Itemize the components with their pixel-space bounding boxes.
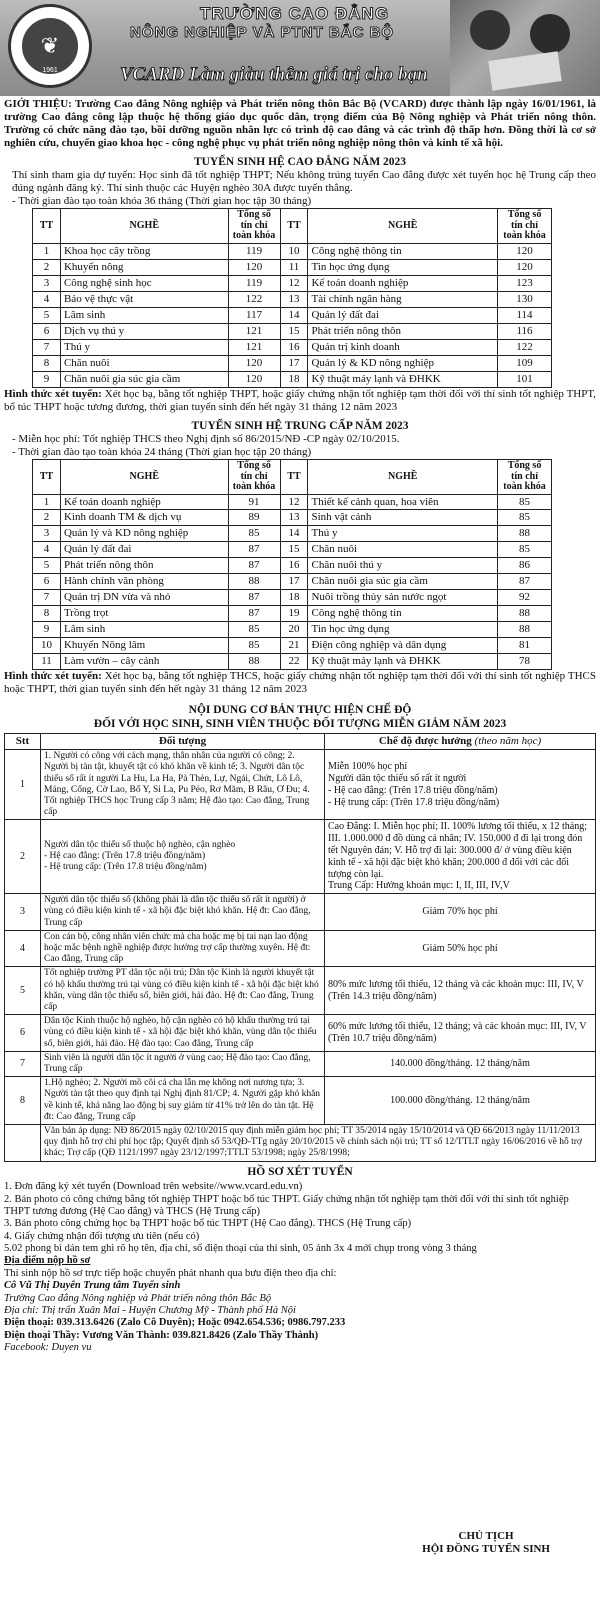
cell-tt: 18 <box>280 371 308 387</box>
cell-tt: 22 <box>280 654 308 670</box>
table-row <box>33 622 552 638</box>
cell-major: Kế toán doanh nghiệp <box>60 494 228 510</box>
cell-stt: 4 <box>5 930 41 967</box>
contact-line: Trường Cao đẳng Nông nghiệp và Phát triển nông thôn Bắc Bộ <box>4 1292 272 1304</box>
docs-item: 3. Bản photo công chứng học bạ THPT hoặc bổ túc THPT (Hệ Cao đẳng). THCS (Hệ Trung cấp) <box>4 1218 412 1230</box>
table-row <box>33 558 552 574</box>
col-credits: Tổng số tín chỉ toàn khóa <box>498 209 552 244</box>
cell-tt: 6 <box>33 323 61 339</box>
cell-major: Tin học ứng dụng <box>308 259 498 275</box>
cell-credits: 117 <box>228 307 280 323</box>
regime-title-1: NỘI DUNG CƠ BẢN THỰC HIỆN CHẾ ĐỘ <box>188 704 412 717</box>
cell-stt: 2 <box>5 820 41 894</box>
cell-tt: 11 <box>33 654 61 670</box>
cell-tt: 4 <box>33 291 61 307</box>
cell-credits: 121 <box>228 323 280 339</box>
regime-row <box>5 750 596 820</box>
contact-lines <box>4 1268 596 1355</box>
cell-major: Làm vườn – cây cảnh <box>60 654 228 670</box>
cell-tt: 8 <box>33 606 61 622</box>
table-row <box>33 355 552 371</box>
cell-tt: 1 <box>33 494 61 510</box>
cell-tt: 10 <box>33 638 61 654</box>
method-text: Xét học bạ, bằng tốt nghiệp THPT, hoặc giấy chứng nhận tốt nghiệp tạm thời đối với thí sinh tốt nghiệp THPT, bổ túc THPT hoặc tương đương, thời gian tuyển sinh đến hết ngày 31 tháng 12 năm 2023 <box>4 387 596 413</box>
cell-tt: 17 <box>280 355 308 371</box>
table-header-row <box>33 209 552 244</box>
intermediate-title: TUYỂN SINH HỆ TRUNG CẤP NĂM 2023 <box>191 419 409 432</box>
cell-stt: 3 <box>5 894 41 931</box>
cell-tt: 12 <box>280 494 308 510</box>
cell-tt: 15 <box>280 323 308 339</box>
table-row <box>33 259 552 275</box>
college-duration: - Thời gian đào tạo toàn khóa 36 tháng (Thời gian học tập 30 tháng) <box>12 195 312 208</box>
cell-major: Kế toán doanh nghiệp <box>308 275 498 291</box>
cell-major: Khoa học cây trồng <box>60 243 228 259</box>
cell-benefit: Cao Đẳng: I. Miễn học phí; II. 100% lương tối thiểu, x 12 tháng; III. 1.000.000 đ đồ dùng cá nhân; IV. 150.000 đ đi lại trong đón tết Nguyên đán; V. Hỗ trợ đi lại: 300.000 đ/ ở vùng điều kiện kinh tế - xã hội đặc biệt khó khăn; 200.000 đ đối với các đối tượng còn lại. Trung Cấp: Hưởng khoản mục: I, II, III, IV,V <box>325 820 596 894</box>
benefit-header: Chế độ được hưởng <box>378 735 472 748</box>
cell-tt: 4 <box>33 542 61 558</box>
cell-tt: 16 <box>280 339 308 355</box>
cell-major: Kỹ thuật máy lạnh và ĐHKK <box>308 371 498 387</box>
regime-row <box>5 894 596 931</box>
cell-tt: 1 <box>33 243 61 259</box>
cell-credits: 78 <box>498 654 552 670</box>
cell-credits: 88 <box>498 606 552 622</box>
cell-major: Quản lý đất đai <box>308 307 498 323</box>
cell-credits: 87 <box>228 558 280 574</box>
cell-tt: 13 <box>280 291 308 307</box>
cell-major: Trồng trọt <box>60 606 228 622</box>
intermediate-method <box>4 670 596 696</box>
cell-credits: 101 <box>498 371 552 387</box>
regime-title-2: ĐỐI VỚI HỌC SINH, SINH VIÊN THUỘC ĐỐI TƯỢNG MIỄN GIẢM NĂM 2023 <box>93 717 507 730</box>
cell-tt: 18 <box>280 590 308 606</box>
col-benefit <box>325 734 596 750</box>
intermediate-majors-table <box>32 459 552 670</box>
cell-tt: 11 <box>280 259 308 275</box>
table-row <box>33 371 552 387</box>
cell-tt: 2 <box>33 259 61 275</box>
docs-item: 2. Bản photo có công chứng bằng tốt nghiệp THPT hoặc bổ túc THPT. Giấy chứng nhận tốt nghiệp tạm thời đối với thí sinh tốt nghiệp THPT tương đương (Hệ Cao đẳng) và THCS (Hệ Trung cấp) <box>4 1193 569 1217</box>
cell-tt: 10 <box>280 243 308 259</box>
table-row <box>33 307 552 323</box>
cell-credits: 120 <box>228 371 280 387</box>
banner-slogan: VCARD Làm giàu thêm giá trị cho bạn <box>120 64 428 85</box>
table-row <box>33 510 552 526</box>
cell-major: Thú y <box>308 526 498 542</box>
cell-benefit: 140.000 đồng/tháng. 12 tháng/năm <box>325 1051 596 1076</box>
cell-benefit: 100.000 đồng/tháng. 12 tháng/năm <box>325 1077 596 1125</box>
cell-credits: 88 <box>228 574 280 590</box>
cell-credits: 120 <box>228 259 280 275</box>
contact-line: Địa chỉ: Thị trấn Xuân Mai - Huyện Chương Mỹ - Thành phố Hà Nội <box>4 1304 296 1316</box>
cell-tt: 15 <box>280 542 308 558</box>
cell-credits: 122 <box>228 291 280 307</box>
cell-credits: 85 <box>228 622 280 638</box>
cell-major: Bảo vệ thực vật <box>60 291 228 307</box>
cell-major: Phát triển nông thôn <box>308 323 498 339</box>
col-tt: TT <box>33 460 61 495</box>
signature-council: HỘI ĐỒNG TUYỂN SINH <box>422 1543 550 1556</box>
cell-object: Người dân tộc thiểu số thuộc hộ nghèo, cận nghèo - Hệ cao đẳng: (Trên 17.8 triệu đồng/năm) - Hệ trung cấp: (Trên 17.8 triệu đồng/năm) <box>41 820 325 894</box>
cell-credits: 121 <box>228 339 280 355</box>
regime-row <box>5 967 596 1015</box>
table-row <box>33 494 552 510</box>
cell-major: Hành chính văn phòng <box>60 574 228 590</box>
students-photo <box>450 0 600 96</box>
cell-credits: 85 <box>498 494 552 510</box>
cell-credits: 123 <box>498 275 552 291</box>
docs-item: 4. Giấy chứng nhận đối tượng ưu tiên (nếu có) <box>4 1230 200 1242</box>
table-row <box>33 339 552 355</box>
cell-credits: 87 <box>228 542 280 558</box>
cell-object: Người dân tộc thiểu số (không phải là dân tộc thiểu số rất ít người) ở vùng có điều kiện kinh tế - xã hội đặc biệt khó khăn. Hệ đt: Cao đẳng, Trung cấp <box>41 894 325 931</box>
regime-row <box>5 1077 596 1125</box>
col-credits: Tổng số tín chỉ toàn khóa <box>228 209 280 244</box>
cell-major: Lâm sinh <box>60 307 228 323</box>
college-title: TUYỂN SINH HỆ CAO ĐẲNG NĂM 2023 <box>193 155 407 168</box>
cell-major: Chăn nuôi <box>60 355 228 371</box>
cell-credits: 85 <box>228 638 280 654</box>
cell-credits: 92 <box>498 590 552 606</box>
cell-tt: 21 <box>280 638 308 654</box>
col-object: Đối tượng <box>41 734 325 750</box>
cell-object: Sinh viên là người dân tộc ít người ở vùng cao; Hệ đào tạo: Cao đẳng, Trung cấp <box>41 1051 325 1076</box>
cell-tt: 7 <box>33 339 61 355</box>
cell-credits: 85 <box>228 526 280 542</box>
cell-object: 1. Người có công với cách mạng, thân nhân của người có công; 2. Người bị tàn tật, khuyết tật có khó khăn về kinh tế; 3. Người dân tộc thiểu số rất ít người La Hu, La Ha, Pà Thẻn, Lự, Ngái, Chứt, Lô Lô, Mảng, Cống, Cờ Lao, Bố Y, Si La, Pu Péo, Rơ Măm, B Râu, Ơ Đu; 4. Tốt nghiệp THCS học Trung cấp 3 năm; Hệ đào tạo: Cao đẳng, Trung cấp <box>41 750 325 820</box>
cell-tt: 13 <box>280 510 308 526</box>
table-row <box>33 526 552 542</box>
college-method <box>4 388 596 414</box>
cell-tt: 7 <box>33 590 61 606</box>
cell-credits: 114 <box>498 307 552 323</box>
cell-major: Nuôi trồng thủy sản nước ngọt <box>308 590 498 606</box>
cell-tt: 19 <box>280 606 308 622</box>
cell-benefit: 80% mức lương tối thiểu, 12 tháng và các khoản mục: III, IV, V (Trên 14.3 triệu đồng/năm) <box>325 967 596 1015</box>
banner-title-line2: NÔNG NGHIỆP VÀ PTNT BẮC BỘ <box>130 24 395 41</box>
benefit-header-note: (theo năm học) <box>474 735 542 748</box>
table-row <box>33 654 552 670</box>
legal-row <box>5 1125 596 1162</box>
cell-stt: 8 <box>5 1077 41 1125</box>
regime-table <box>4 733 596 1161</box>
book-image <box>488 51 561 90</box>
cell-major: Sinh vật cảnh <box>308 510 498 526</box>
cell-major: Quản trị DN vừa và nhỏ <box>60 590 228 606</box>
cell-tt: 5 <box>33 307 61 323</box>
regime-row <box>5 820 596 894</box>
cell-tt: 3 <box>33 275 61 291</box>
cell-benefit: Giảm 70% học phí <box>325 894 596 931</box>
cell-credits: 87 <box>498 574 552 590</box>
table-row <box>33 243 552 259</box>
cell-stt: 5 <box>5 967 41 1015</box>
cell-credits: 88 <box>228 654 280 670</box>
cell-major: Thú y <box>60 339 228 355</box>
cell-credits: 122 <box>498 339 552 355</box>
contact-line: Thí sinh nộp hồ sơ trực tiếp hoặc chuyển phát nhanh qua bưu điện theo địa chỉ: <box>4 1267 337 1279</box>
cell-major: Công nghệ sinh học <box>60 275 228 291</box>
cell-credits: 119 <box>228 243 280 259</box>
cell-major: Khuyến nông <box>60 259 228 275</box>
cell-credits: 120 <box>228 355 280 371</box>
cell-major: Điện công nghiệp và dân dụng <box>308 638 498 654</box>
logo-year: 1961 <box>42 66 58 74</box>
cell-tt: 2 <box>33 510 61 526</box>
cell-credits: 119 <box>228 275 280 291</box>
header-banner <box>0 0 600 96</box>
table-row <box>33 542 552 558</box>
col-major: NGHỀ <box>308 209 498 244</box>
cell-credits: 116 <box>498 323 552 339</box>
cell-credits: 87 <box>228 590 280 606</box>
cell-major: Chăn nuôi <box>308 542 498 558</box>
intro-text: Trường Cao đẳng Nông nghiệp và Phát triển nông thôn Bắc Bộ (VCARD) được thành lập ngày 16/01/1961, là trường Cao đẳng công lập thuộc hệ thống giáo dục quốc dân, trọng điểm của Bộ Nông nghiệp và Phát triển nông thôn. Trường có chức năng đào tạo, bồi dưỡng nguồn nhân lực có trình độ cao đẳng và các trình độ thấp hơn. Đồng thời là cơ sở nghiên cứu, chuyển giao khoa học - công nghệ phục vụ phát triển nông nghiệp nông thôn và kinh tế xã hội. <box>4 98 596 149</box>
cell-tt: 14 <box>280 307 308 323</box>
table-row <box>33 323 552 339</box>
cell-credits: 87 <box>228 606 280 622</box>
cell-object: Tốt nghiệp trường PT dân tộc nội trú; Dân tộc Kinh là người khuyết tật có hộ khẩu thường trú tại vùng có điều kiện kinh tế - xã hội đặc biệt khó khăn, vùng dân tộc thiểu số, biên giới, hải đảo. Hệ đt: Cao đẳng, Trung cấp <box>41 967 325 1015</box>
cell-tt: 20 <box>280 622 308 638</box>
cell-major: Quản lý và KD nông nghiệp <box>60 526 228 542</box>
table-row <box>33 291 552 307</box>
cell-credits: 86 <box>498 558 552 574</box>
school-logo <box>8 4 92 88</box>
col-credits: Tổng số tín chỉ toàn khóa <box>228 460 280 495</box>
place-label: Địa điểm nộp hồ sơ <box>4 1255 91 1267</box>
contact-line: Điện thoại: 039.313.6426 (Zalo Cô Duyên); Hoặc 0942.654.536; 0986.797.233 <box>4 1317 346 1329</box>
col-tt: TT <box>33 209 61 244</box>
signature-title: CHỦ TỊCH <box>458 1530 514 1542</box>
student-head-1 <box>470 10 510 50</box>
contact-block <box>4 1255 596 1354</box>
cell-tt: 9 <box>33 371 61 387</box>
signature-block <box>422 1530 550 1556</box>
cell-credits: 85 <box>498 542 552 558</box>
col-major: NGHỀ <box>60 460 228 495</box>
student-head-2 <box>530 14 570 54</box>
method-label: Hình thức xét tuyển: <box>4 387 102 400</box>
table-row <box>33 275 552 291</box>
leaf-icon: ❦ <box>20 16 80 76</box>
cell-major: Kỹ thuật máy lạnh và ĐHKK <box>308 654 498 670</box>
contact-line: Cô Vũ Thị Duyên Trung tâm Tuyển sinh <box>4 1280 181 1292</box>
cell-major: Kinh doanh TM & dịch vụ <box>60 510 228 526</box>
table-row <box>33 590 552 606</box>
cell-major: Quản lý & KD nông nghiệp <box>308 355 498 371</box>
contact-line: Điện thoại Thầy: Vương Văn Thành: 039.821.8426 (Zalo Thầy Thành) <box>4 1329 319 1341</box>
cell-tt: 12 <box>280 275 308 291</box>
cell-credits: 88 <box>498 526 552 542</box>
docs-item: 1. Đơn đăng ký xét tuyển (Download trên website//www.vcard.edu.vn) <box>4 1181 303 1193</box>
cell-credits: 91 <box>228 494 280 510</box>
banner-title-line1: TRƯỜNG CAO ĐẲNG <box>200 4 390 23</box>
regime-row <box>5 1015 596 1052</box>
cell-stt: 7 <box>5 1051 41 1076</box>
cell-major: Lâm sinh <box>60 622 228 638</box>
col-major: NGHỀ <box>308 460 498 495</box>
cell-credits: 88 <box>498 622 552 638</box>
col-stt: Stt <box>5 734 41 750</box>
cell-tt: 17 <box>280 574 308 590</box>
legal-empty-cell <box>5 1125 41 1162</box>
intermediate-duration: - Thời gian đào tạo toàn khóa 24 tháng (Thời gian học tập 20 tháng) <box>12 446 312 459</box>
docs-title: HỒ SƠ XÉT TUYỂN <box>247 1165 353 1178</box>
cell-tt: 14 <box>280 526 308 542</box>
table-row <box>33 638 552 654</box>
method-label: Hình thức xét tuyển: <box>4 670 102 683</box>
cell-major: Phát triển nông thôn <box>60 558 228 574</box>
cell-major: Chăn nuôi gia súc gia cầm <box>60 371 228 387</box>
cell-tt: 16 <box>280 558 308 574</box>
table-header-row <box>33 460 552 495</box>
cell-major: Tài chính ngân hàng <box>308 291 498 307</box>
cell-tt: 6 <box>33 574 61 590</box>
col-credits: Tổng số tín chỉ toàn khóa <box>498 460 552 495</box>
cell-credits: 109 <box>498 355 552 371</box>
cell-major: Chăn nuôi gia súc gia cầm <box>308 574 498 590</box>
cell-credits: 130 <box>498 291 552 307</box>
college-description: Thí sinh tham gia dự tuyển: Học sinh đã tốt nghiệp THPT; Nếu không trúng tuyển Cao đẳng được xét tuyển học hệ Trung cấp theo đúng ngành đăng ký. Thí sinh thuộc các Huyện nghèo 30A được tuyển thẳng. <box>12 169 596 195</box>
cell-major: Tin học ứng dụng <box>308 622 498 638</box>
cell-credits: 120 <box>498 259 552 275</box>
cell-credits: 120 <box>498 243 552 259</box>
docs-item: 5.02 phong bì dán tem ghi rõ họ tên, địa chỉ, số điện thoại của thí sinh, 05 ảnh 3x 4 mới chụp trong vòng 3 tháng <box>4 1243 477 1255</box>
cell-object: 1.Hộ nghèo; 2. Người mồ côi cả cha lẫn mẹ không nơi nương tựa; 3. Người tàn tật theo quy định tại Nghị định 81/CP; 4. Người gặp khó khăn về kinh tế, khả năng lao động bị suy giảm từ 41% trở lên do tàn tật. Hệ đt: Cao đẳng, Trung cấp <box>41 1077 325 1125</box>
cell-credits: 89 <box>228 510 280 526</box>
cell-tt: 5 <box>33 558 61 574</box>
cell-benefit: Miễn 100% học phí Người dân tộc thiểu số rất ít người - Hệ cao đẳng: (Trên 17.8 triệu đồng/năm) - Hệ trung cấp: (Trên 17.8 triệu đồng/năm) <box>325 750 596 820</box>
docs-list <box>4 1181 596 1255</box>
cell-major: Công nghệ thông tin <box>308 606 498 622</box>
cell-major: Khuyến Nông lâm <box>60 638 228 654</box>
regime-row <box>5 1051 596 1076</box>
intro-paragraph <box>4 98 596 150</box>
contact-line: Facebook: Duyen vu <box>4 1342 92 1354</box>
cell-major: Quản lý đất đai <box>60 542 228 558</box>
cell-tt: 9 <box>33 622 61 638</box>
cell-major: Dịch vụ thú y <box>60 323 228 339</box>
regime-row <box>5 930 596 967</box>
table-row <box>33 606 552 622</box>
cell-major: Chăn nuôi thú y <box>308 558 498 574</box>
intermediate-fee: - Miễn học phí: Tốt nghiệp THCS theo Nghị định số 86/2015/NĐ -CP ngày 02/10/2015. <box>12 433 400 446</box>
cell-benefit: Giảm 50% học phí <box>325 930 596 967</box>
cell-benefit: 60% mức lương tối thiểu, 12 tháng; và các khoản mục: III, IV, V (Trên 10.7 triệu đồng/năm) <box>325 1015 596 1052</box>
intro-label: GIỚI THIỆU: <box>4 98 72 110</box>
cell-stt: 6 <box>5 1015 41 1052</box>
cell-credits: 81 <box>498 638 552 654</box>
cell-major: Công nghệ thông tin <box>308 243 498 259</box>
cell-credits: 85 <box>498 510 552 526</box>
cell-major: Thiết kế cảnh quan, hoa viên <box>308 494 498 510</box>
cell-tt: 8 <box>33 355 61 371</box>
cell-major: Quản trị kinh doanh <box>308 339 498 355</box>
cell-stt: 1 <box>5 750 41 820</box>
cell-tt: 3 <box>33 526 61 542</box>
cell-object: Dân tộc Kinh thuộc hộ nghèo, hộ cận nghèo có hộ khẩu thường trú tại vùng có điều kiện kinh tế - xã hội đặc biệt khó khăn, vùng dân tộc thiểu số, biên giới, hải đảo. Hệ đào tạo: Cao đẳng, Trung cấp <box>41 1015 325 1052</box>
cell-object: Con cán bộ, công nhân viên chức mà cha hoặc mẹ bị tai nạn lao động hoặc mắc bệnh nghề nghiệp được hưởng trợ cấp thường xuyên. Hệ đt: Cao đẳng, Trung cấp <box>41 930 325 967</box>
col-tt: TT <box>280 460 308 495</box>
college-majors-table <box>32 208 552 387</box>
col-tt: TT <box>280 209 308 244</box>
method-text: Xét học bạ, bằng tốt nghiệp THCS, hoặc giấy chứng nhận tốt nghiệp tạm thời đối với thí sinh tốt nghiệp THCS hoặc THPT, thời gian tuyển sinh đến hết ngày 31 tháng 12 năm 2023 <box>4 670 596 696</box>
table-header-row <box>5 734 596 750</box>
col-major: NGHỀ <box>60 209 228 244</box>
legal-basis: Văn bản áp dụng: NĐ 86/2015 ngày 02/10/2015 quy định miễn giảm học phí; TT 35/2014 ngày 15/10/2014 và QĐ 66/2013 ngày 11/11/2013 quy định hỗ trợ chi phí học tập; Quyết định số 53/QĐ-TTg ngày 20/10/2015 về chính sách nội trú; TT số 12/TTLT ngày 16/06/2016 về hỗ trợ khác; Trợ cấp (QĐ 1121/1997 ngày 23/12/1997;TTLT 53/1998; ngày 25/8/1998; <box>41 1125 596 1162</box>
table-row <box>33 574 552 590</box>
